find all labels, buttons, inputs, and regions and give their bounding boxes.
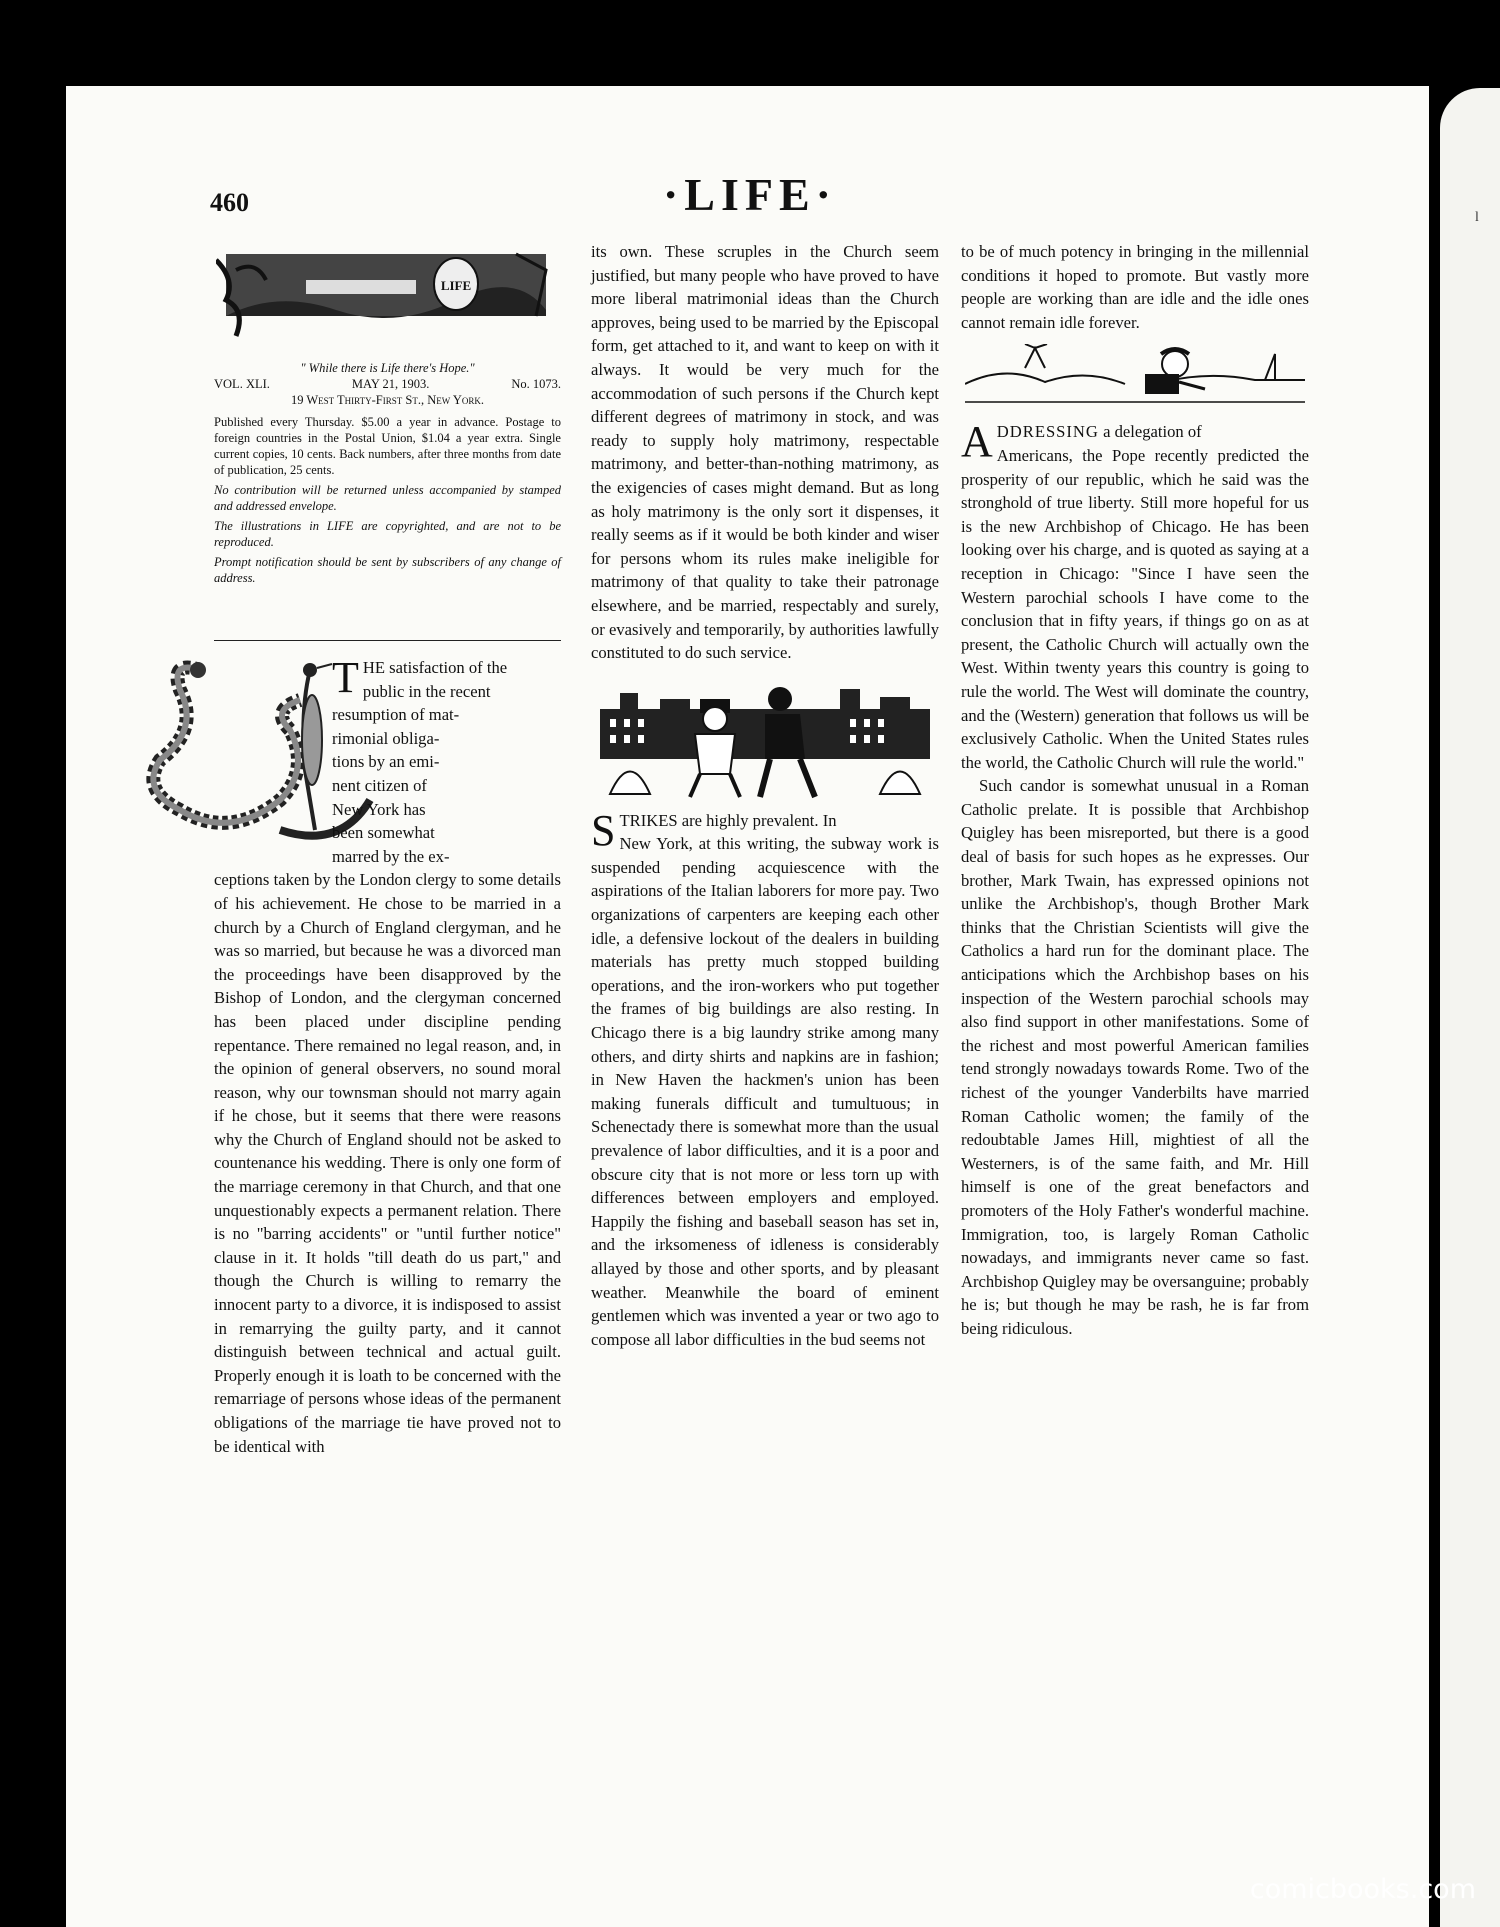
article2-first-text: TRIKES are highly prevalent. In (619, 810, 837, 830)
article3-para2: Such candor is somewhat unusual in a Roman Catholic prelate. It is possible that Archbishop Quigley has been misreported, but there is a good deal of basis for such hopes as he expresses. Our brother, Mark Twain, has expressed opinions not unlike the Archbishop's, though Brother Mark thinks that the Christian Scientists will give the Catholics a hard run for the dominant place. The anticipations which the Archbishop bases on his inspection of the Western parochial schools may also find support in other manifestations. Some of the richest and most powerful American families tend strongly nowadays towards Rome. Two of the richest of the younger Vanderbilts have married Roman Catholic women; the family of the redoubtable James Hill, mightiest of all the Westerners, is of the same faith, and Mr. Hill himself is one of the great benefactors and promoters of the Holy Father's wonderful machine. Immigration, too, is largely Roman Catholic nowadays, and immigrants never came so fast. Archbishop Quigley may be oversanguine; probably he is; but though he may be rash, he is far from being ridiculous. (961, 776, 1309, 1338)
issue-number: No. 1073. (511, 377, 561, 391)
article1-wrap-line-6: nent citizen of (332, 775, 427, 795)
article1-wrap-line-3: resumption of mat- (332, 705, 460, 725)
header-art-label: LIFE (440, 278, 472, 293)
header-illustration (216, 250, 560, 342)
article1-wrap-line-4: rimonial obliga- (332, 728, 440, 748)
watermark: comicbooks.com (1249, 1874, 1476, 1905)
article2-body: New York, at this writing, the subway work is suspended pending acquiescence with the aspirations of the Italian laborers for more pay. Two organizations of carpenters are keeping each other idle, a defensive lockout of the dealers in building materials has pretty much stopped building operations, and the iron-workers who put together the frames of big buildings are also resting. In Chicago there is a big laundry strike among many others, and dirty shirts and napkins are in fashion; in New Haven the hackmen's union has been making funerals difficult and tumultuous; in Schenectady there is somewhat more than the usual prevalence of labor difficulties, and it is a poor and obscure city that is not more or less torn up with differences between employers and employed. Happily the fishing and baseball season has set in, and the irksomeness of idleness is considerably allayed by those and other sports, and by pleasant weather. Meanwhile the board of eminent gentlemen which was invented a year or two ago to compose all labor difficulties in the bud seems not (591, 834, 939, 1349)
subscription-terms: Published every Thursday. $5.00 a year in advance. Postage to foreign countries in the Postal Union, $1.04 a year extra. Single current copies, 10 cents. Back numbers, after three months from date of publication, 25 cents. (214, 415, 561, 477)
article3-body: Americans, the Pope recently predicted the prosperity of our republic, which he said was the stronghold of true liberty. Still more hopeful for us is the new Archbishop of Chicago. He has been looking over his charge, and is quoted as saying at a reception in Chicago: "Since I have seen the Western parochial schools I have come to the conclusion that in fifty years, if things go on as at present, the Catholic Church will actually own the West. Within twenty years this country is going to rule the world. The West will dominate the country, and the (Western) generation that follows us will be exclusively Catholic. When the United States rules the world, the Catholic Church will rule the world." (961, 445, 1309, 772)
article1-column (214, 653, 561, 1458)
article2-column (591, 240, 939, 1351)
divider-rule (214, 640, 561, 641)
article1-wrap-line-1: HE satisfaction of the (362, 658, 508, 677)
article3-column (961, 240, 1309, 1341)
address-change-notice: Prompt notification should be sent by subscribers of any change of address. (214, 555, 561, 585)
article1-wrap-line-2: public in the recent (362, 681, 491, 701)
address: 19 West Thirty-First St., New York. (290, 393, 485, 407)
article1-wrap-line-8: been somewhat (332, 823, 435, 843)
volume-line (214, 376, 561, 392)
article3-first-rest: a delegation of (1103, 422, 1202, 442)
article3-first-caps: DDRESSING (996, 422, 1099, 442)
article2-continued: to be of much potency in bringing in the millennial conditions it hoped to promote. But vastly more people are working than are idle and the idle ones cannot remain idle forever. (961, 242, 1309, 332)
motto: " While there is Life there's Hope." (300, 361, 475, 375)
article1-wrap-line-7: New York has (332, 799, 426, 819)
article1-wrap (332, 653, 561, 868)
publication-info (214, 360, 561, 586)
page-number: 460 (210, 188, 249, 217)
article1-dropcap: T (332, 653, 359, 702)
article1-wrap-line-9: marred by the ex- (332, 846, 450, 866)
copyright-notice: The illustrations in LIFE are copyrighted, and are not to be reproduced. (214, 519, 561, 549)
article1-wrap-line-5: tions by an emi- (332, 752, 440, 772)
next-page-edge (1440, 88, 1500, 1927)
contribution-notice: No contribution will be returned unless accompanied by stamped and addressed envelope. (214, 483, 561, 513)
article3-first-line (961, 417, 1309, 467)
article1-continued: its own. These scruples in the Church seem justified, but many people who have proved to have more liberal matrimonial ideas than the Church approves, being used to be married by the Episcopal form, get attached to it, and want to keep on with it always. It would be very much for the accommodation of such persons if the Church kept different degrees of matrimony in stock, and was ready to supply holy matrimony, respectable matrimony, and better-than-nothing matrimony, as the exigencies of cases might demand. But as long as holy matrimony is the only sort it dispenses, it really seems as if it would be both kinder and wiser for persons whom its rules make ineligible for matrimony of that quality to take their patronage elsewhere, and be married, respectably and surely, or evasively and temporarily, by authorities lawfully constituted to do such service. (591, 242, 939, 663)
article2-dropcap: S (591, 805, 616, 855)
next-page-mark: l (1475, 210, 1479, 225)
article2-first-line (591, 805, 939, 855)
strike-illustration (600, 679, 930, 799)
article1-body: ceptions taken by the London clergy to some details of his achievement. He chose to be married in a church by a Church of England clergyman, and he was so married, but because he was a divorced man the proceedings have been disapproved by the Bishop of London, and the clergyman concerned has been placed under discipline pending repentance. There remained no legal reason, and, in the opinion of general observers, no sound moral reason, why our townsman should not marry again if he chose, but it seems that there were reasons why the Church of England should not be asked to countenance his wedding. There is only one form of the marriage ceremony in that Church, and that one unquestionably expects a permanent relation. There is no "barring accidents" or "until further notice" clause in it. It holds "till death do us part," and though the Church is willing to remarry the innocent party to a divorce, it is indisposed to assist in remarrying the guilty party, and it cannot distinguish between technical and actual guilt. Properly enough it is loath to be concerned with the remarriage of persons whose ideas of the permanent obligations of the marriage tie have proved not to be identical with (214, 870, 561, 1456)
article3-dropcap: A (961, 417, 993, 467)
boy-reading-illustration (965, 344, 1305, 414)
volume: VOL. XLI. (214, 377, 270, 391)
masthead-title: ·LIFE· (662, 169, 838, 220)
issue-date: MAY 21, 1903. (351, 377, 430, 391)
